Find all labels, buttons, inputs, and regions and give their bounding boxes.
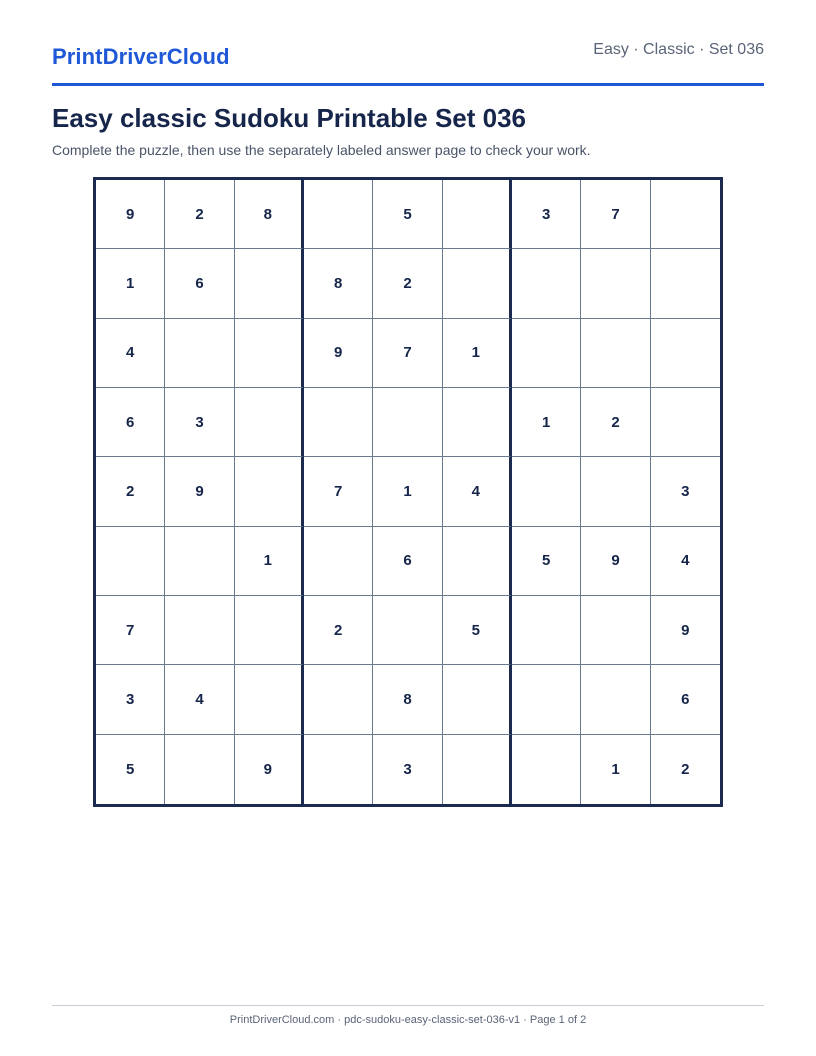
sudoku-cell: 4 bbox=[443, 457, 512, 526]
sudoku-cell bbox=[304, 527, 373, 596]
brand-logo[interactable]: PrintDriverCloud bbox=[52, 44, 230, 69]
sudoku-cell: 2 bbox=[681, 760, 690, 778]
sudoku-cell bbox=[235, 249, 304, 318]
sudoku-cell bbox=[96, 527, 165, 596]
sudoku-cell bbox=[443, 665, 512, 734]
sudoku-cell: 3 bbox=[373, 735, 442, 804]
sudoku-cell: 5 bbox=[373, 180, 442, 249]
sudoku-cell: 9 bbox=[581, 527, 650, 596]
sudoku-cell: 6 bbox=[165, 249, 234, 318]
sudoku-cell bbox=[512, 319, 581, 388]
sudoku-cell: 7 bbox=[581, 180, 650, 249]
sudoku-cell: 8 bbox=[235, 180, 304, 249]
sudoku-cell bbox=[235, 596, 304, 665]
sudoku-cell: 3 bbox=[512, 180, 581, 249]
sudoku-cell bbox=[443, 735, 512, 804]
sudoku-cell: 9 bbox=[96, 180, 165, 249]
sudoku-cell bbox=[165, 527, 234, 596]
sudoku-cell: 7 bbox=[304, 457, 373, 526]
sudoku-cell: 1 bbox=[373, 457, 442, 526]
sudoku-cell bbox=[443, 180, 512, 249]
sudoku-cell bbox=[165, 596, 234, 665]
sudoku-cell: 1 bbox=[235, 527, 304, 596]
sudoku-cell: 5 bbox=[512, 527, 581, 596]
sudoku-cell: 3 bbox=[651, 457, 720, 526]
sudoku-cell: 2 bbox=[96, 457, 165, 526]
sudoku-cell bbox=[235, 457, 304, 526]
sudoku-cell: 1 bbox=[581, 735, 650, 804]
sudoku-grid bbox=[93, 177, 723, 807]
sudoku-cell bbox=[304, 388, 373, 457]
sudoku-cell: 3 bbox=[96, 665, 165, 734]
sudoku-cell bbox=[165, 319, 234, 388]
sudoku-cell bbox=[235, 665, 304, 734]
sudoku-cell bbox=[512, 249, 581, 318]
sudoku-cell: 2 bbox=[373, 249, 442, 318]
sudoku-cell bbox=[512, 596, 581, 665]
sudoku-cell bbox=[235, 388, 304, 457]
sudoku-cell: 5 bbox=[96, 735, 165, 804]
sudoku-cell bbox=[512, 665, 581, 734]
sudoku-cell: 2 bbox=[304, 596, 373, 665]
sudoku-cell: 2 bbox=[165, 180, 234, 249]
sudoku-cell bbox=[304, 735, 373, 804]
page-subtitle: Complete the puzzle, then use the separately labeled answer page to check your work. bbox=[52, 142, 591, 158]
sudoku-cell: 8 bbox=[373, 665, 442, 734]
sudoku-cell bbox=[512, 735, 581, 804]
footer-divider bbox=[52, 1005, 764, 1006]
sudoku-cell: 6 bbox=[651, 665, 720, 734]
sudoku-cell bbox=[373, 596, 442, 665]
breadcrumb: Easy · Classic · Set 036 bbox=[593, 41, 764, 58]
sudoku-cell: 4 bbox=[165, 665, 234, 734]
sudoku-cell: 7 bbox=[373, 319, 442, 388]
sudoku-cell bbox=[651, 249, 720, 318]
sudoku-cell bbox=[443, 527, 512, 596]
sudoku-cell bbox=[373, 388, 442, 457]
sudoku-cell bbox=[235, 319, 304, 388]
sudoku-cell bbox=[443, 388, 512, 457]
sudoku-cell: 4 bbox=[96, 319, 165, 388]
sudoku-cell: 1 bbox=[96, 249, 165, 318]
page-title: Easy classic Sudoku Printable Set 036 bbox=[52, 103, 527, 133]
page-footer: PrintDriverCloud.com · pdc-sudoku-easy-classic-set-036-v1 · Page 1 of 2 bbox=[229, 1014, 587, 1026]
sudoku-cell bbox=[581, 457, 650, 526]
sudoku-cell: 7 bbox=[96, 596, 165, 665]
sudoku-cell bbox=[651, 319, 720, 388]
sudoku-cell bbox=[443, 249, 512, 318]
sudoku-cell bbox=[304, 665, 373, 734]
sudoku-cell bbox=[581, 665, 650, 734]
sudoku-cell bbox=[581, 249, 650, 318]
sudoku-cell: 4 bbox=[651, 527, 720, 596]
sudoku-cell bbox=[651, 180, 720, 249]
sudoku-cell: 5 bbox=[443, 596, 512, 665]
sudoku-cell bbox=[651, 388, 720, 457]
sudoku-cell: 2 bbox=[581, 388, 650, 457]
sudoku-cell: 6 bbox=[373, 527, 442, 596]
sudoku-cell: 8 bbox=[304, 249, 373, 318]
sudoku-cell bbox=[581, 596, 650, 665]
sudoku-cell: 6 bbox=[96, 388, 165, 457]
sudoku-cell: 9 bbox=[165, 457, 234, 526]
sudoku-cell: 9 bbox=[304, 319, 373, 388]
sudoku-cell bbox=[512, 457, 581, 526]
sudoku-cell bbox=[165, 735, 234, 804]
sudoku-cell bbox=[581, 319, 650, 388]
sudoku-cell: 1 bbox=[443, 319, 512, 388]
page-header bbox=[52, 0, 764, 86]
sudoku-cell: 3 bbox=[165, 388, 234, 457]
sudoku-cell: 9 bbox=[235, 735, 304, 804]
sudoku-cell: 9 bbox=[651, 596, 720, 665]
sudoku-cell bbox=[304, 180, 373, 249]
sudoku-cell: 1 bbox=[512, 388, 581, 457]
